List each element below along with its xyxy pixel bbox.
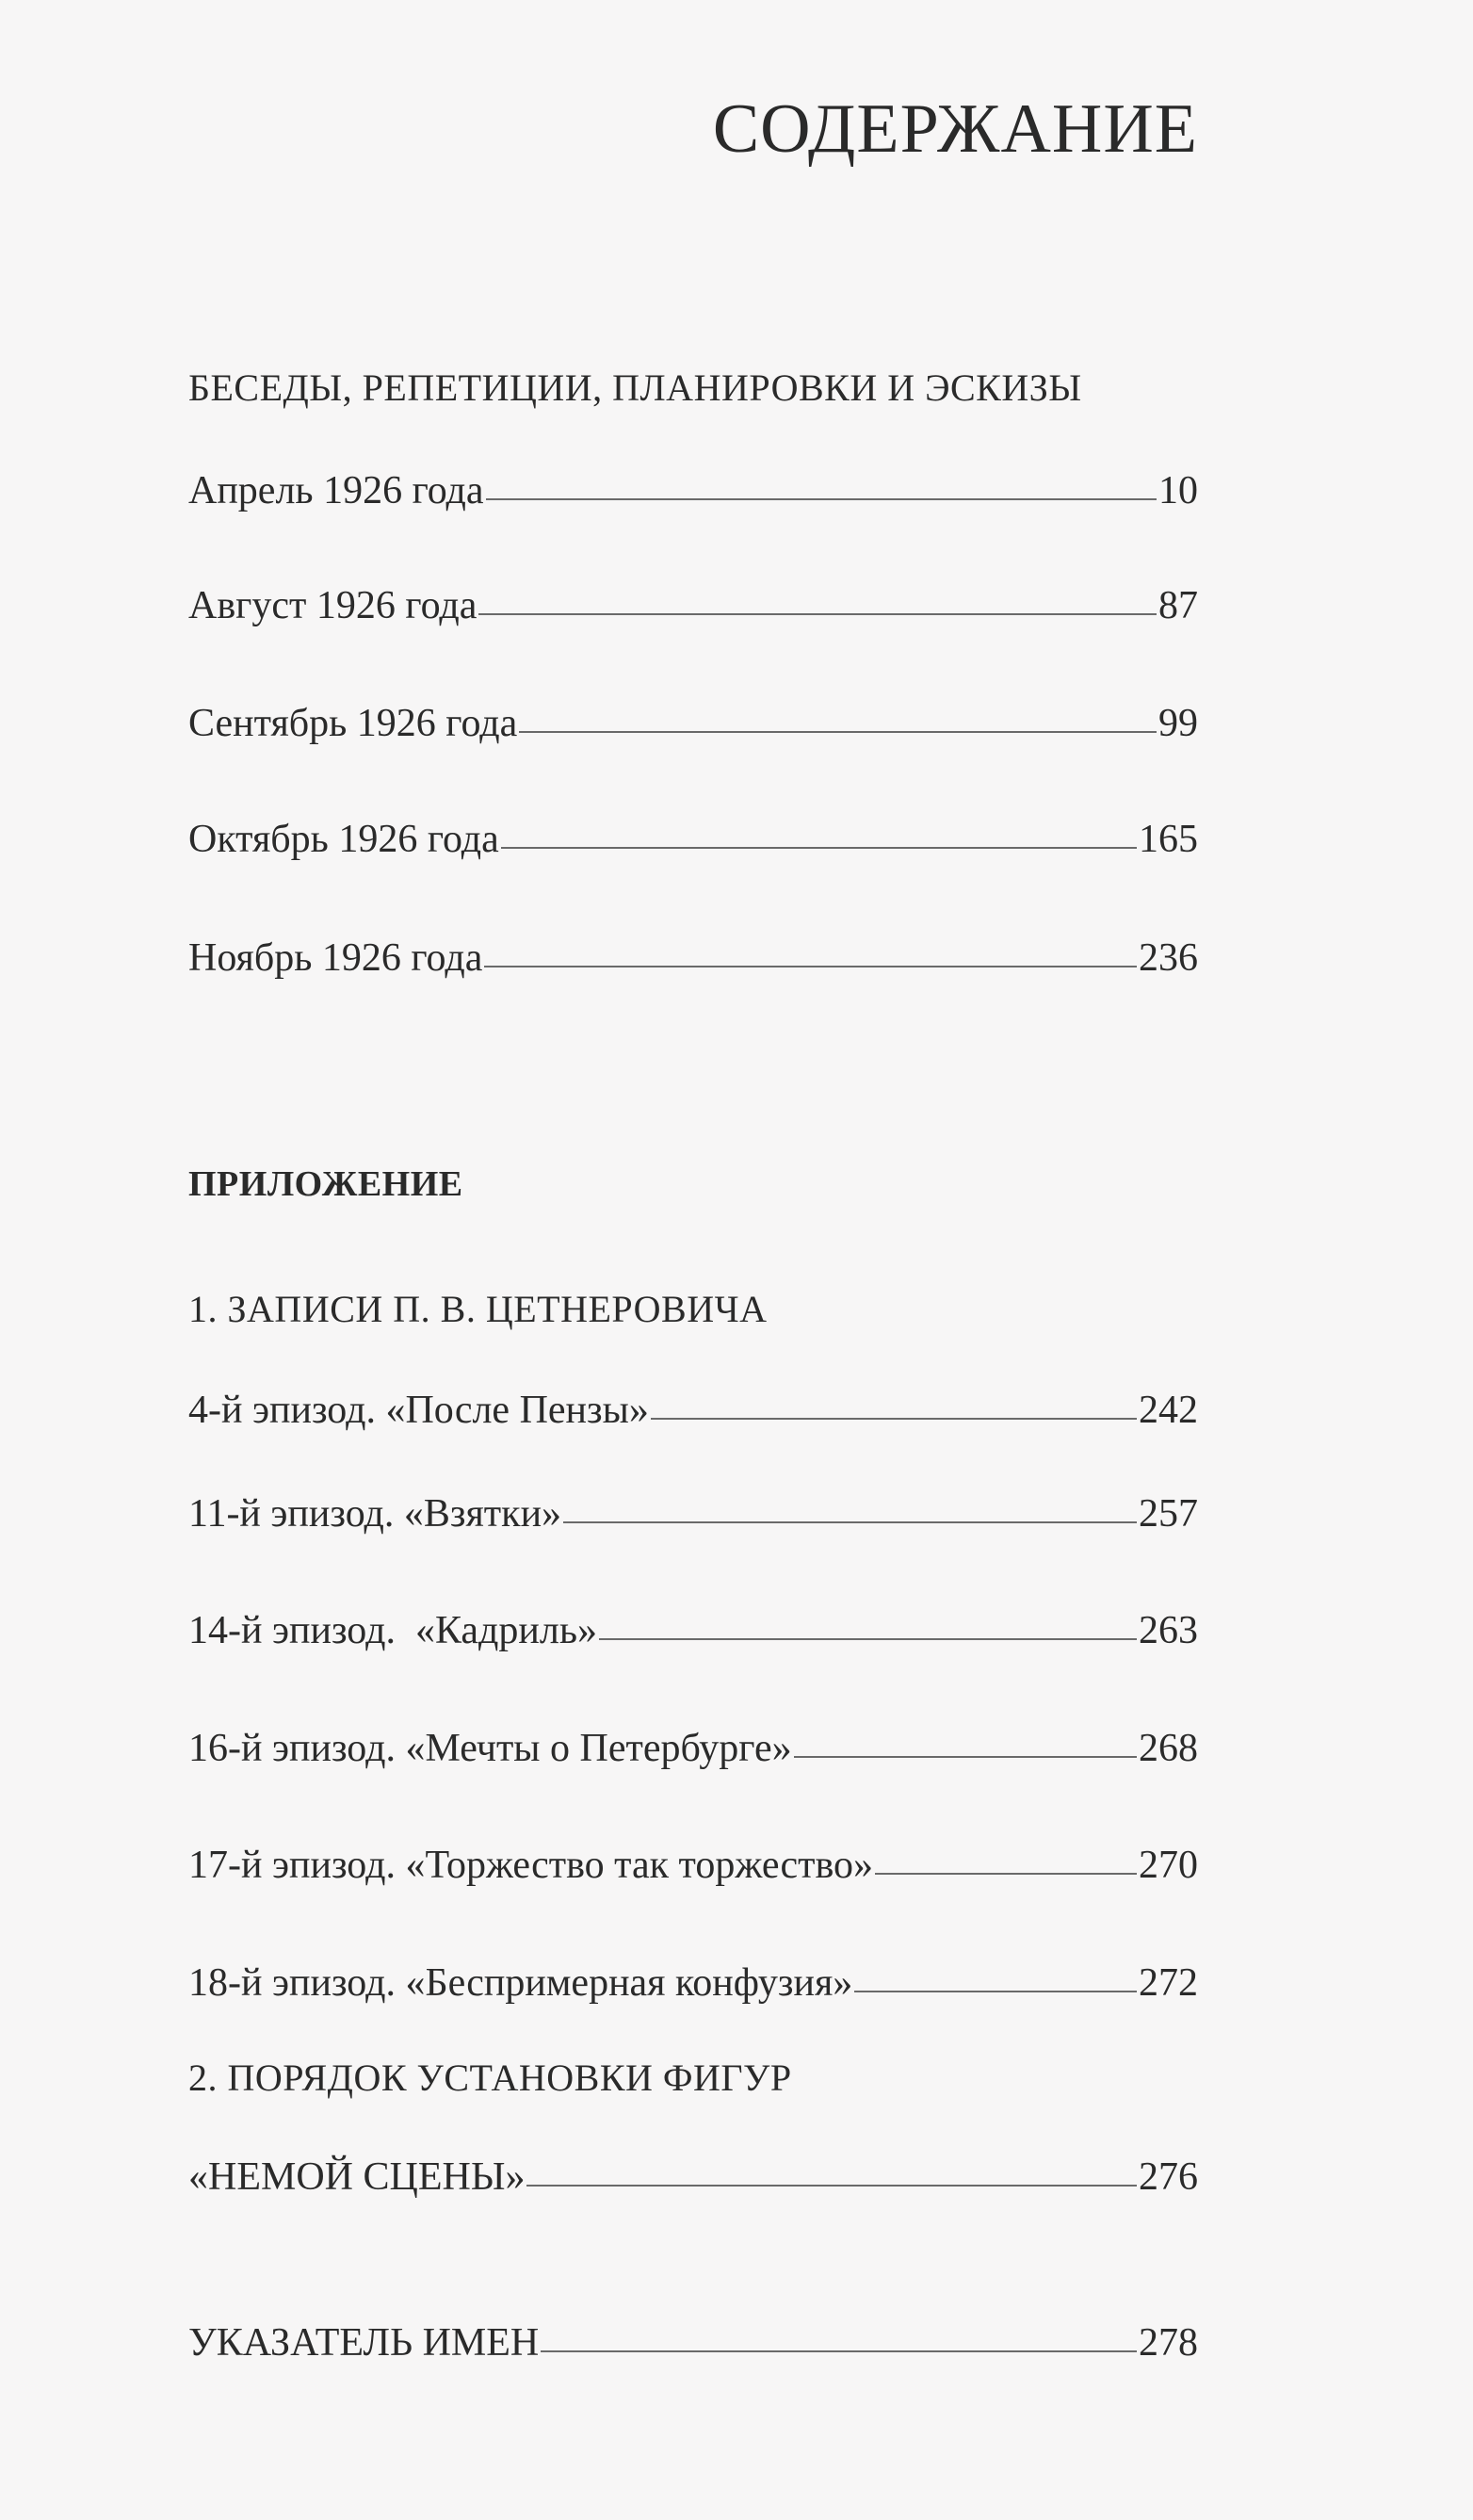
entry-label: УКАЗАТЕЛЬ ИМЕН (188, 2321, 540, 2365)
entry-page: 263 (1139, 1609, 1198, 1652)
toc-entry[interactable] (188, 938, 1198, 978)
toc-entry[interactable] (188, 2157, 1198, 2197)
page-title: СОДЕРЖАНИЕ (712, 90, 1198, 168)
toc-entry[interactable] (188, 1845, 1198, 1885)
entry-page: 87 (1158, 584, 1198, 627)
entry-label: Октябрь 1926 года (188, 818, 499, 861)
entry-page: 99 (1158, 702, 1198, 745)
entry-page: 165 (1139, 818, 1198, 861)
leader-line (599, 1638, 1137, 1640)
entry-label: 14-й эпизод. «Кадриль» (188, 1609, 598, 1652)
entry-page: 276 (1139, 2155, 1198, 2199)
toc-entry[interactable] (188, 1729, 1198, 1768)
leader-line (526, 2185, 1137, 2187)
entry-page: 236 (1139, 936, 1198, 980)
entry-label: Ноябрь 1926 года (188, 936, 483, 980)
leader-line (794, 1756, 1137, 1758)
toc-entry[interactable] (188, 820, 1198, 859)
entry-page: 278 (1139, 2321, 1198, 2365)
entry-label: Август 1926 года (188, 584, 478, 627)
leader-line (875, 1873, 1137, 1875)
toc-entry[interactable] (188, 1494, 1198, 1534)
leader-line (563, 1521, 1137, 1523)
entry-label: 16-й эпизод. «Мечты о Петербурге» (188, 1727, 792, 1770)
appendix-part2-heading: 2. ПОРЯДОК УСТАНОВКИ ФИГУР (188, 2057, 792, 2099)
leader-line (541, 2350, 1137, 2352)
section-heading: БЕСЕДЫ, РЕПЕТИЦИИ, ПЛАНИРОВКИ И ЭСКИЗЫ (188, 366, 1082, 409)
entry-label: «НЕМОЙ СЦЕНЫ» (188, 2155, 526, 2199)
leader-line (501, 847, 1137, 849)
leader-line (651, 1418, 1137, 1420)
leader-line (484, 966, 1137, 967)
entry-label: 11-й эпизод. «Взятки» (188, 1492, 562, 1536)
toc-entry[interactable] (188, 1611, 1198, 1650)
leader-line (854, 1991, 1137, 1992)
appendix-heading: ПРИЛОЖЕНИЕ (188, 1164, 463, 1204)
entry-label: 17-й эпизод. «Торжество так торжество» (188, 1844, 874, 1887)
entry-label: 4-й эпизод. «После Пензы» (188, 1389, 649, 1432)
entry-page: 272 (1139, 1961, 1198, 2005)
toc-entry[interactable] (188, 586, 1198, 626)
entry-label: 18-й эпизод. «Беспримерная конфузия» (188, 1961, 853, 2005)
entry-label: Апрель 1926 года (188, 469, 484, 512)
leader-line (519, 731, 1157, 733)
appendix-part1-heading: 1. ЗАПИСИ П. В. ЦЕТНЕРОВИЧА (188, 1288, 768, 1330)
entry-page: 242 (1139, 1389, 1198, 1432)
toc-entry[interactable] (188, 471, 1198, 511)
leader-line (478, 613, 1157, 615)
entry-page: 10 (1158, 469, 1198, 512)
entry-label: Сентябрь 1926 года (188, 702, 518, 745)
toc-entry-index[interactable] (188, 2323, 1198, 2363)
entry-page: 268 (1139, 1727, 1198, 1770)
toc-entry[interactable] (188, 704, 1198, 743)
toc-entry[interactable] (188, 1390, 1198, 1430)
entry-page: 257 (1139, 1492, 1198, 1536)
leader-line (486, 498, 1157, 500)
entry-page: 270 (1139, 1844, 1198, 1887)
toc-entry[interactable] (188, 1963, 1198, 2003)
